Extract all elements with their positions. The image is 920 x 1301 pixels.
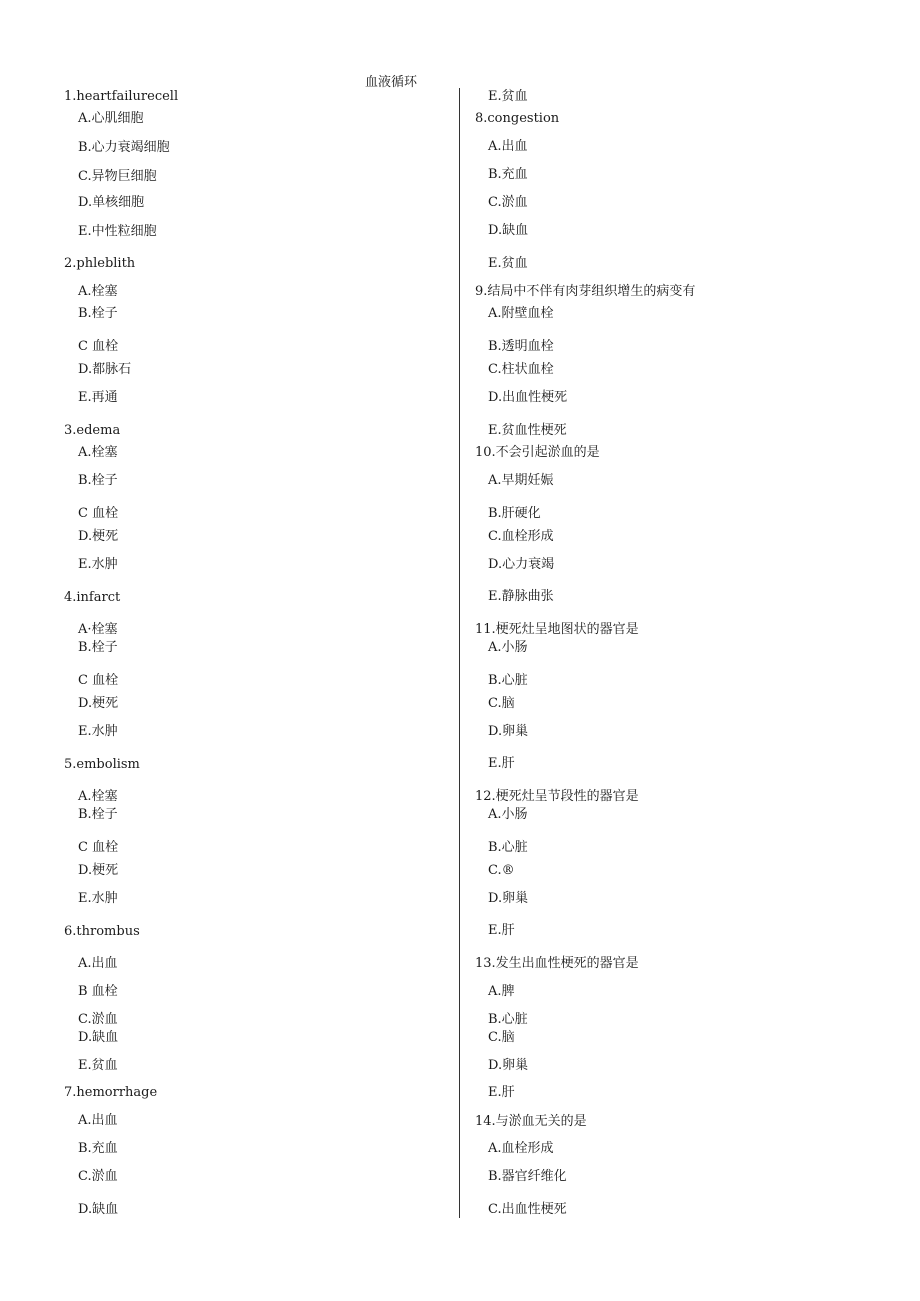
answer-option: A.栓塞 (78, 789, 118, 804)
question-title: 12.梗死灶呈节段性的器官是 (475, 789, 639, 804)
answer-option: C.脑 (488, 696, 515, 711)
page-title: 血液循环 (365, 75, 418, 90)
question-title: 14.与淤血无关的是 (475, 1114, 587, 1129)
answer-option: D.卵巢 (488, 724, 529, 739)
answer-option: E.水肿 (78, 724, 118, 739)
answer-option: E.贫血 (78, 1058, 118, 1073)
answer-option: D.梗死 (78, 863, 119, 878)
answer-option: A.出血 (78, 956, 118, 971)
answer-option: E.肝 (488, 1085, 515, 1100)
answer-option: C.出血性梗死 (488, 1202, 567, 1217)
answer-option: C.® (488, 863, 515, 878)
answer-option: A.脾 (488, 984, 515, 999)
answer-option: B.心脏 (488, 840, 528, 855)
answer-option: A.早期妊娠 (488, 473, 554, 488)
answer-option: A.出血 (488, 139, 528, 154)
question-title: 1.heartfailurecell (64, 89, 179, 104)
answer-option: D.单核细胞 (78, 195, 145, 210)
answer-option: D.缺血 (78, 1202, 119, 1217)
answer-option: B.充血 (78, 1141, 118, 1156)
answer-option: A.小肠 (488, 807, 528, 822)
answer-option: D.缺血 (78, 1030, 119, 1045)
answer-option: B.栓子 (78, 473, 118, 488)
answer-option: A.出血 (78, 1113, 118, 1128)
answer-option: D.心力衰竭 (488, 557, 555, 572)
answer-option: C.淤血 (78, 1012, 118, 1027)
answer-option: A.附壁血栓 (488, 306, 554, 321)
answer-option: B.肝硬化 (488, 506, 541, 521)
question-title: 10.不会引起淤血的是 (475, 445, 600, 460)
answer-option: A.血栓形成 (488, 1141, 554, 1156)
answer-option: D.都脉石 (78, 362, 132, 377)
answer-option: C.血栓形成 (488, 529, 554, 544)
answer-option: B.心力衰竭细胞 (78, 140, 170, 155)
answer-option: E.静脉曲张 (488, 589, 554, 604)
answer-option: D.缺血 (488, 223, 529, 238)
column-divider (459, 88, 460, 1218)
answer-option: C.淤血 (78, 1169, 118, 1184)
answer-option: C 血栓 (78, 339, 119, 354)
answer-option: D.卵巢 (488, 1058, 529, 1073)
question-title: 6.thrombus (64, 924, 140, 939)
answer-option: B.器官纤维化 (488, 1169, 567, 1184)
question-title: 5.embolism (64, 757, 140, 772)
answer-option: C.脑 (488, 1030, 515, 1045)
answer-option: D.梗死 (78, 529, 119, 544)
question-title: 13.发生出血性梗死的器官是 (475, 956, 639, 971)
answer-option: A·栓塞 (78, 622, 118, 637)
question-title: 9.结局中不伴有肉芽组织增生的病变有 (475, 284, 696, 299)
answer-option: C 血栓 (78, 673, 119, 688)
answer-option: D.出血性梗死 (488, 390, 568, 405)
answer-option: E.水肿 (78, 891, 118, 906)
answer-option: E.中性粒细胞 (78, 224, 157, 239)
answer-option: E.贫血性梗死 (488, 423, 567, 438)
answer-option: B.充血 (488, 167, 528, 182)
answer-option: C.异物巨细胞 (78, 169, 157, 184)
answer-option: B.栓子 (78, 306, 118, 321)
answer-option: C.淤血 (488, 195, 528, 210)
question-title: 11.梗死灶呈地图状的器官是 (475, 622, 639, 637)
answer-option: C 血栓 (78, 840, 119, 855)
answer-option: D.卵巢 (488, 891, 529, 906)
answer-option: E.贫血 (488, 256, 528, 271)
answer-option: B.心脏 (488, 673, 528, 688)
answer-option: B.栓子 (78, 640, 118, 655)
answer-option: E.水肿 (78, 557, 118, 572)
question-title: 2.phleblith (64, 256, 136, 271)
answer-option: B.栓子 (78, 807, 118, 822)
answer-option: B.透明血栓 (488, 339, 554, 354)
answer-option: E.肝 (488, 923, 515, 938)
question-title: 7.hemorrhage (64, 1085, 158, 1100)
question-title: 4.infarct (64, 590, 121, 605)
answer-option: A.心肌细胞 (78, 111, 144, 126)
answer-option: A.栓塞 (78, 445, 118, 460)
answer-option: E.再通 (78, 390, 118, 405)
question-title: 8.congestion (475, 111, 560, 126)
answer-option: B 血栓 (78, 984, 118, 999)
answer-option: C 血栓 (78, 506, 119, 521)
answer-option: A.小肠 (488, 640, 528, 655)
answer-option: B.心脏 (488, 1012, 528, 1027)
answer-option: A.栓塞 (78, 284, 118, 299)
answer-option: E.肝 (488, 756, 515, 771)
answer-option: D.梗死 (78, 696, 119, 711)
answer-option: C.柱状血栓 (488, 362, 554, 377)
question-title: 3.edema (64, 423, 121, 438)
answer-option: E.贫血 (488, 89, 528, 104)
